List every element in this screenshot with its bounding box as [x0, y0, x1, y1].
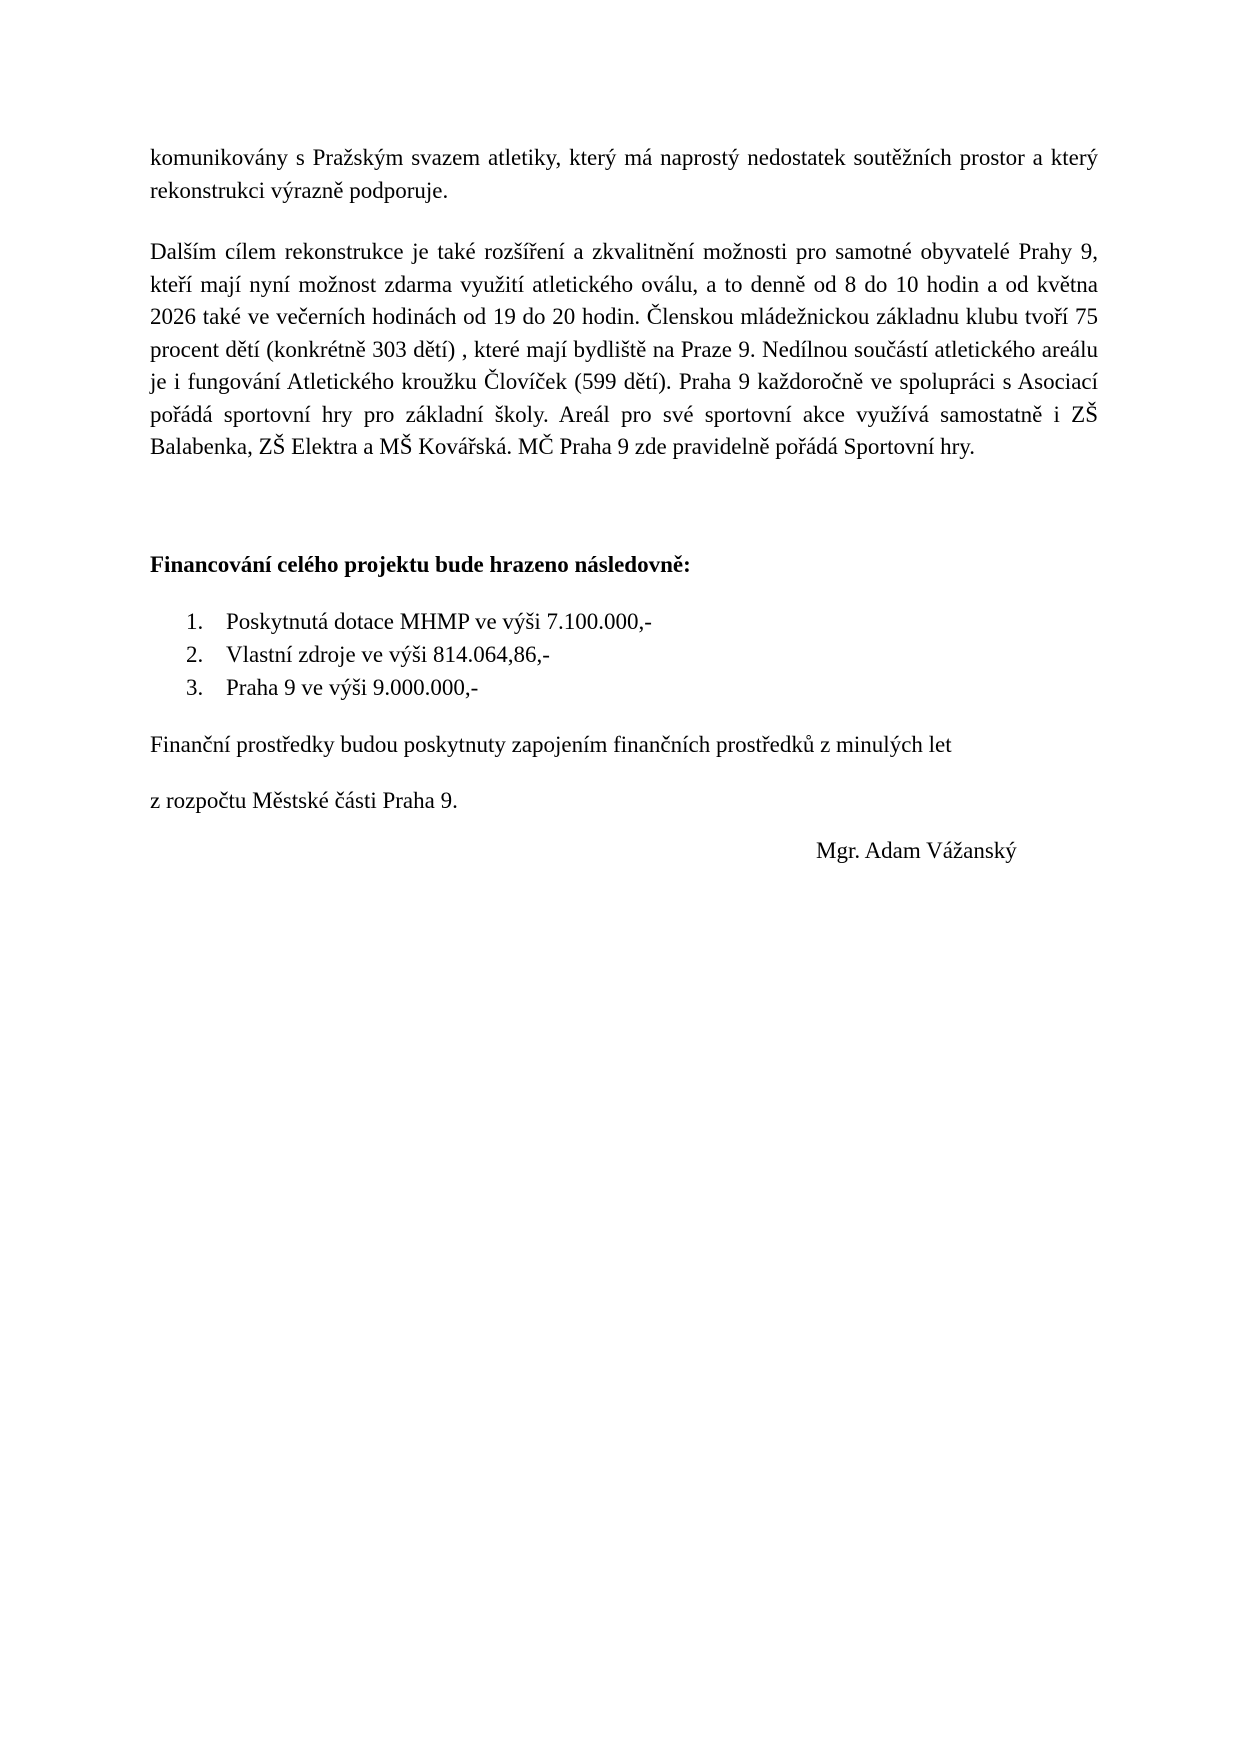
list-item-number: 2.: [186, 642, 204, 667]
financing-note-line-2: z rozpočtu Městské části Praha 9.: [150, 787, 458, 813]
financing-heading: Financování celého projektu bude hrazeno následovně:: [150, 551, 691, 577]
document-page: [150, 142, 1098, 868]
intro-paragraph: komunikovány s Pražským svazem atletiky, který má naprostý nedostatek soutěžních prostor a který rekonstrukci výrazně podporuje.: [150, 145, 1098, 203]
main-paragraph: Dalším cílem rekonstrukce je také rozšíření a zkvalitnění možnosti pro samotné obyvatelé Prahy 9, kteří mají nyní možnost zdarma využití atletického oválu, a to denně od 8 do 10 hodin a od května 2026 také ve večerních hodinách od 19 do 20 hodin. Členskou mládežnickou základnu klubu tvoří 75 procent dětí (konkrétně 303 dětí) , které mají bydliště na Praze 9. Nedílnou součástí atletického areálu je i fungování Atletického kroužku Človíček (599 dětí). Praha 9 každoročně ve spolupráci s Asociací pořádá sportovní hry pro základní školy. Areál pro své sportovní akce využívá samostatně i ZŠ Balabenka, ZŠ Elektra a MŠ Kovářská. MČ Praha 9 zde pravidelně pořádá Sportovní hry.: [150, 239, 1098, 459]
list-item-text: Poskytnutá dotace MHMP ve výši 7.100.000,-: [226, 609, 652, 634]
list-item-number: 1.: [186, 609, 204, 634]
spacer: [150, 207, 1098, 236]
list-item: [150, 671, 1098, 704]
list-item-text: Vlastní zdroje ve výši 814.064,86,-: [226, 642, 550, 667]
list-item: [150, 605, 1098, 638]
financing-list: [150, 605, 1098, 704]
list-item-number: 3.: [186, 675, 204, 700]
list-item-text: Praha 9 ve výši 9.000.000,-: [226, 675, 479, 700]
spacer: [150, 464, 1098, 549]
signature: Mgr. Adam Vážanský: [816, 838, 1017, 863]
list-item: [150, 638, 1098, 671]
financing-note-line-1: Finanční prostředky budou poskytnuty zapojením finančních prostředků z minulých let: [150, 732, 952, 757]
